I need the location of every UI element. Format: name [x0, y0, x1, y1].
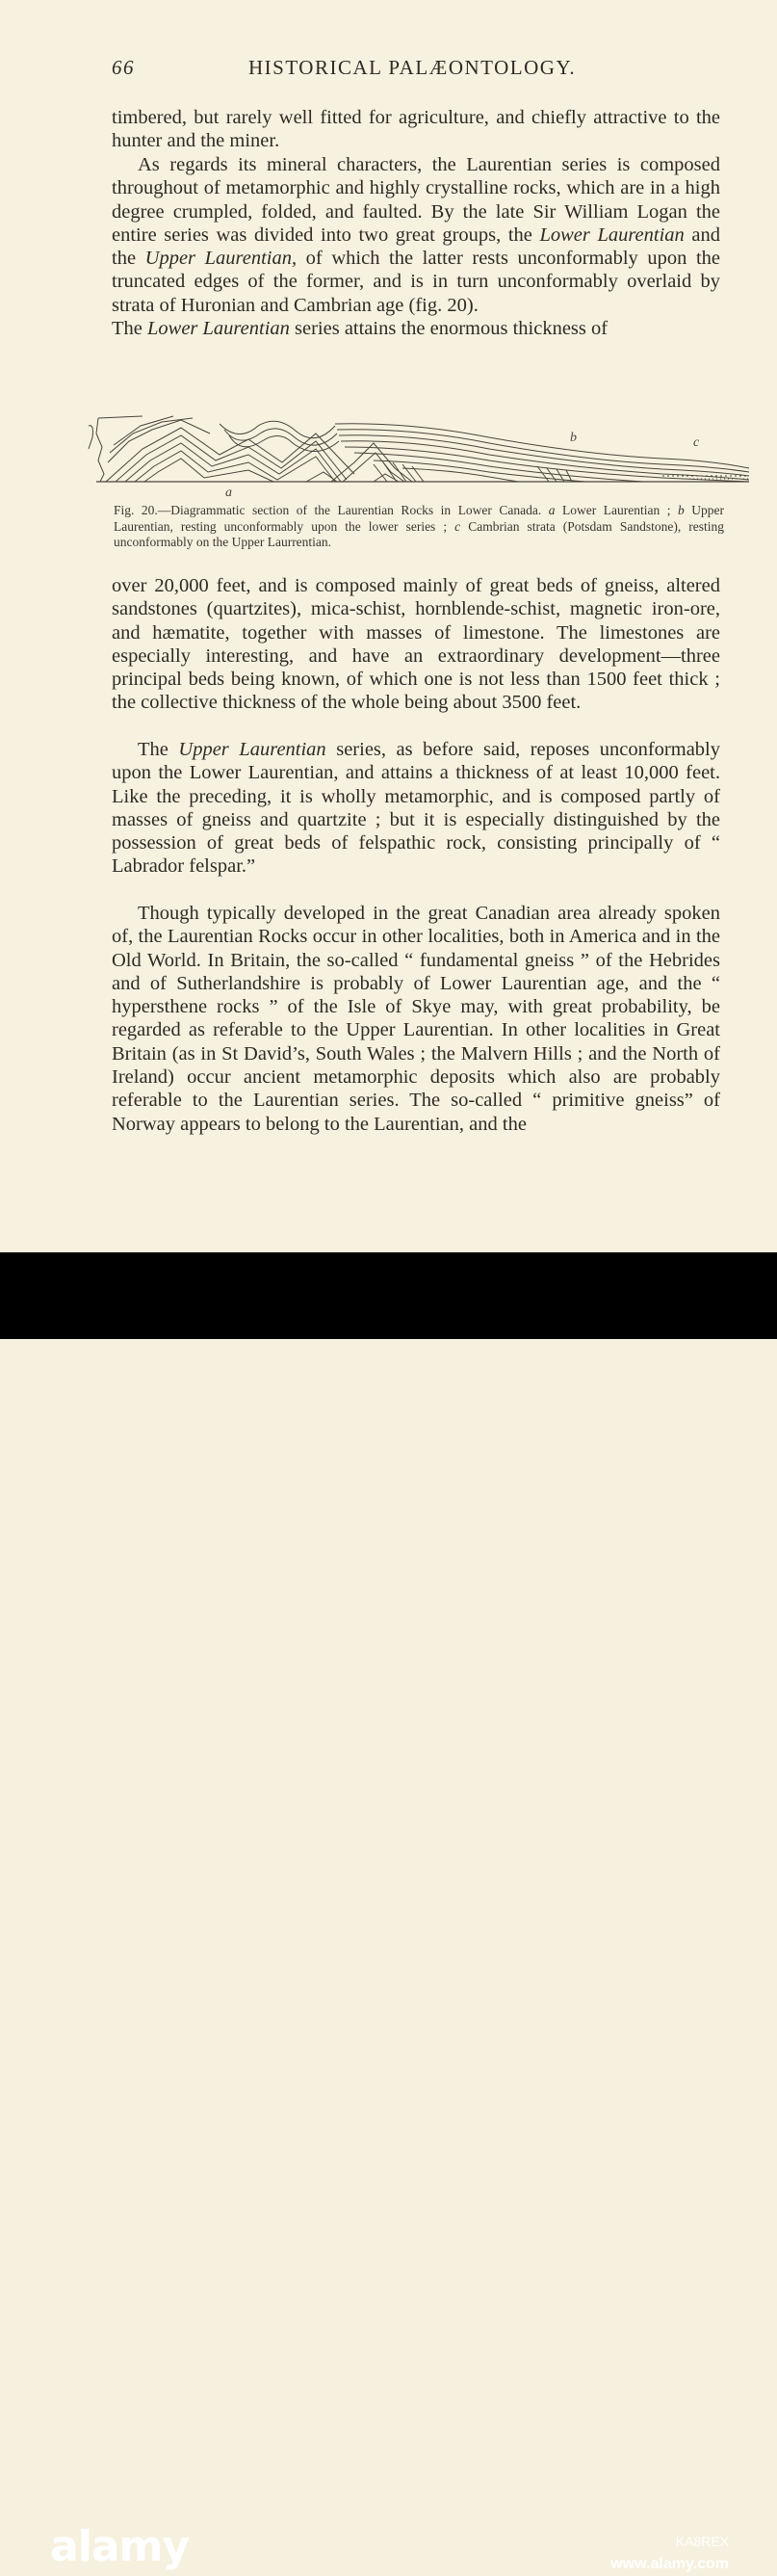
- section-diagram: [85, 405, 751, 501]
- figure-label-c: c: [693, 435, 700, 450]
- book-page: [0, 0, 777, 1252]
- italic-term: Lower Laurentian: [539, 223, 685, 246]
- caption-text: Lower Laurentian ;: [555, 503, 679, 517]
- caption-text: Cambrian strata (Potsdam Sandstone), resting unconformably on the Upper Laurrentian.: [114, 518, 724, 549]
- caption-lead: Fig. 20.—Diagrammatic section of the Laurentian Rocks in Lower Canada.: [114, 503, 549, 517]
- paragraph-distribution: Though typically developed in the great Canadian area already spoken of, the Laurentian Rocks occur in other localities, both in America and in the Old World. In Britain, the so-called “ fundamental gneiss ” of the Hebrides and of Sutherlandshire is probably of Lower Laurentian age, and the “ hypersthene rocks ” of the Isle of Skye may, with great probability, be regarded as referable to the Upper Laurentian. In other localities in Great Britain (as in St David’s, South Wales ; the Malvern Hills ; and the North of Ireland) occur ancient metamorphic deposits which also are probably referable to the Laurentian series. The so-called “ primitive gneiss” of Norway appears to belong to the Laurentian, and the: [112, 903, 720, 1135]
- caption-letter-b: b: [678, 503, 685, 517]
- italic-term: Upper Laurentian,: [144, 248, 298, 270]
- paragraph-lower-laurentian: over 20,000 feet, and is composed mainly of great beds of gneiss, altered sandstones (quartzites), mica-schist, hornblende-schist, magnetic iron-ore, and hæmatite, together with masses of limestone. The limestones are especially interesting, and have an extraordinary development—three principal beds being known, of which one is not less than 1500 feet thick ; the collective thickness of the whole being about 3500 feet.: [112, 575, 720, 714]
- text-run: and the: [112, 223, 720, 270]
- figure-label-b: b: [570, 431, 577, 445]
- page-header: [112, 56, 720, 85]
- text-run: The: [138, 739, 179, 760]
- figure-geological-section: [85, 405, 751, 501]
- text-run: The: [112, 318, 147, 340]
- paragraph-mineral-characters: [112, 153, 720, 340]
- caption-letter-c: c: [454, 518, 461, 534]
- image-id: KA8REX: [675, 2534, 729, 2549]
- page-number: 66: [112, 56, 135, 79]
- text-run: As regards its mineral characters, the Laurentian series is composed throughout of metamorphic and highly crystalline rocks, which are in a high degree crumpled, folded, and faulted. By the late Sir William Logan the entire series was divided into two great groups, the: [112, 154, 720, 246]
- text-run: of which the latter rests unconformably upon the truncated edges of the former, and is in turn unconformably overlaid by strata of Huronian and Cambrian age (fig. 20).: [112, 248, 720, 316]
- text-run: series, as before said, reposes unconformably upon the Lower Laurentian, and attains a thickness of at least 10,000 feet. Like the preceding, it is wholly metamorphic, and is composed partly of masses of gneiss and quartzite ; but it is especially distinguished by the possession of great beds of felspathic rock, consisting principally of “ Labrador felspar.”: [112, 739, 720, 878]
- watermark-bar: [0, 1252, 777, 2572]
- running-title: HISTORICAL PALÆONTOLOGY.: [248, 56, 577, 79]
- alamy-logo: alamy: [50, 2522, 189, 2571]
- text-run: series attains the enormous thickness of: [289, 318, 609, 340]
- site-url: www.alamy.com: [610, 2556, 729, 2572]
- figure-label-a: a: [225, 486, 232, 500]
- stock-info: [610, 2530, 729, 2576]
- figure-caption: [114, 503, 724, 551]
- caption-text: Upper Laurentian, resting unconformably upon the lower series ;: [114, 503, 725, 534]
- paragraph-upper-laurentian: [112, 738, 720, 879]
- italic-term: Upper Laurentian: [178, 739, 326, 760]
- paragraph-continuation: timbered, but rarely well fitted for agriculture, and chiefly attractive to the hunter and the miner.: [112, 107, 720, 152]
- italic-term: Lower Laurentian: [147, 318, 290, 340]
- caption-letter-a: a: [548, 503, 556, 517]
